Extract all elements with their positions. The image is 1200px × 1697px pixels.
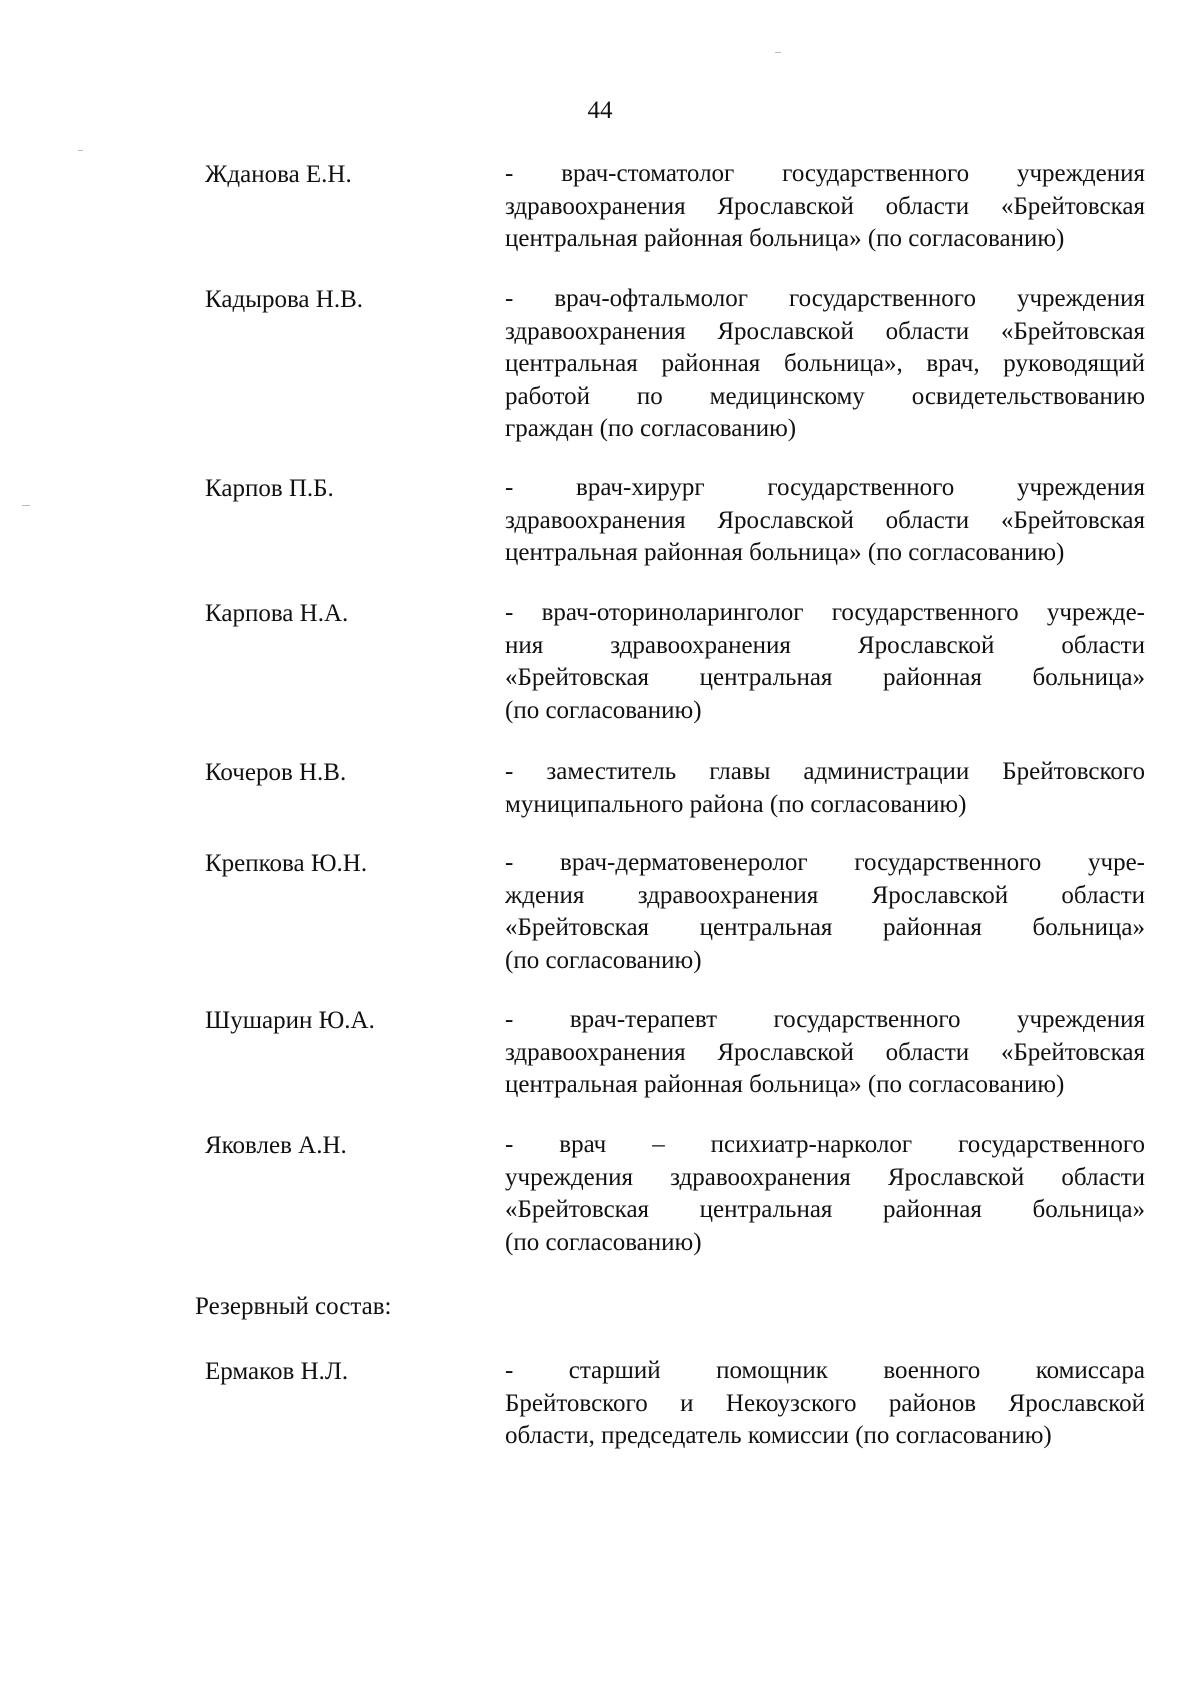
description-line: - врач-стоматолог государственного учреждения: [505, 160, 1145, 187]
description-line: - врач-офтальмолог государственного учреждения: [505, 285, 1145, 312]
member-name: Ермаков Н.Л.: [205, 1358, 349, 1385]
description-line: центральная районная больница», врач, руководящий: [505, 350, 1145, 377]
description-line: «Брейтовская центральная районная больница»: [505, 914, 1145, 941]
description-line: муниципального района (по согласованию): [505, 790, 967, 818]
member-name: Кадырова Н.В.: [205, 286, 364, 313]
description-line: - заместитель главы администрации Брейтовского: [505, 758, 1145, 785]
description-line: учреждения здравоохранения Ярославской области: [505, 1163, 1145, 1191]
description-line: - врач-оториноларинголог государственного учрежде-: [505, 599, 1145, 626]
member-name: Крепкова Ю.Н.: [205, 850, 368, 877]
description-line: здравоохранения Ярославской области «Брейтовская: [505, 506, 1145, 534]
member-name: Шушарин Ю.А.: [205, 1007, 375, 1034]
scan-artifact: [775, 52, 781, 53]
description-line: граждан (по согласованию): [505, 415, 797, 442]
member-description: [505, 1129, 1145, 1259]
description-line: центральная районная больница» (по согласованию): [505, 539, 1065, 566]
member-description: [505, 756, 1145, 821]
scan-artifact: [78, 150, 83, 151]
member-name: Яковлев А.Н.: [205, 1132, 347, 1159]
description-line: (по согласованию): [505, 1228, 702, 1256]
member-description: [505, 283, 1145, 446]
description-line: - врач-хирург государственного учреждения: [505, 474, 1145, 501]
description-line: - врач-дерматовенеролог государственного учре-: [505, 849, 1145, 876]
description-line: здравоохранения Ярославской области «Брейтовская: [505, 1038, 1145, 1066]
member-name: Жданова Е.Н.: [205, 161, 352, 188]
member-description: [505, 597, 1145, 727]
reserve-heading: Резервный состав:: [195, 1293, 392, 1320]
description-line: центральная районная больница» (по согласованию): [505, 1071, 1065, 1098]
description-line: (по согласованию): [505, 946, 702, 974]
description-line: ждения здравоохранения Ярославской области: [505, 881, 1145, 909]
description-line: ния здравоохранения Ярославской области: [505, 631, 1145, 659]
description-line: здравоохранения Ярославской области «Брейтовская: [505, 317, 1145, 345]
member-name: Карпов П.Б.: [205, 475, 334, 502]
page-number: 44: [587, 97, 613, 124]
description-line: работой по медицинскому освидетельствованию: [505, 382, 1145, 410]
description-line: «Брейтовская центральная районная больница»: [505, 664, 1145, 691]
member-name: Карпова Н.А.: [205, 600, 349, 627]
description-line: области, председатель комиссии (по согласованию): [505, 1422, 1052, 1449]
description-line: - врач – психиатр-нарколог государственного: [505, 1131, 1145, 1158]
description-line: центральная районная больница» (по согласованию): [505, 225, 1065, 252]
member-description: [505, 1004, 1145, 1102]
description-line: «Брейтовская центральная районная больница»: [505, 1196, 1145, 1223]
description-line: (по согласованию): [505, 696, 702, 724]
description-line: здравоохранения Ярославской области «Брейтовская: [505, 192, 1145, 220]
description-line: - старший помощник военного комиссара: [505, 1357, 1145, 1384]
member-description: [505, 158, 1145, 256]
member-description: [505, 847, 1145, 977]
member-description: [505, 1355, 1145, 1453]
member-name: Кочеров Н.В.: [205, 759, 347, 786]
description-line: - врач-терапевт государственного учреждения: [505, 1006, 1145, 1033]
scan-artifact: [22, 505, 30, 506]
description-line: Брейтовского и Некоузского районов Ярославской: [505, 1389, 1145, 1417]
member-description: [505, 472, 1145, 570]
